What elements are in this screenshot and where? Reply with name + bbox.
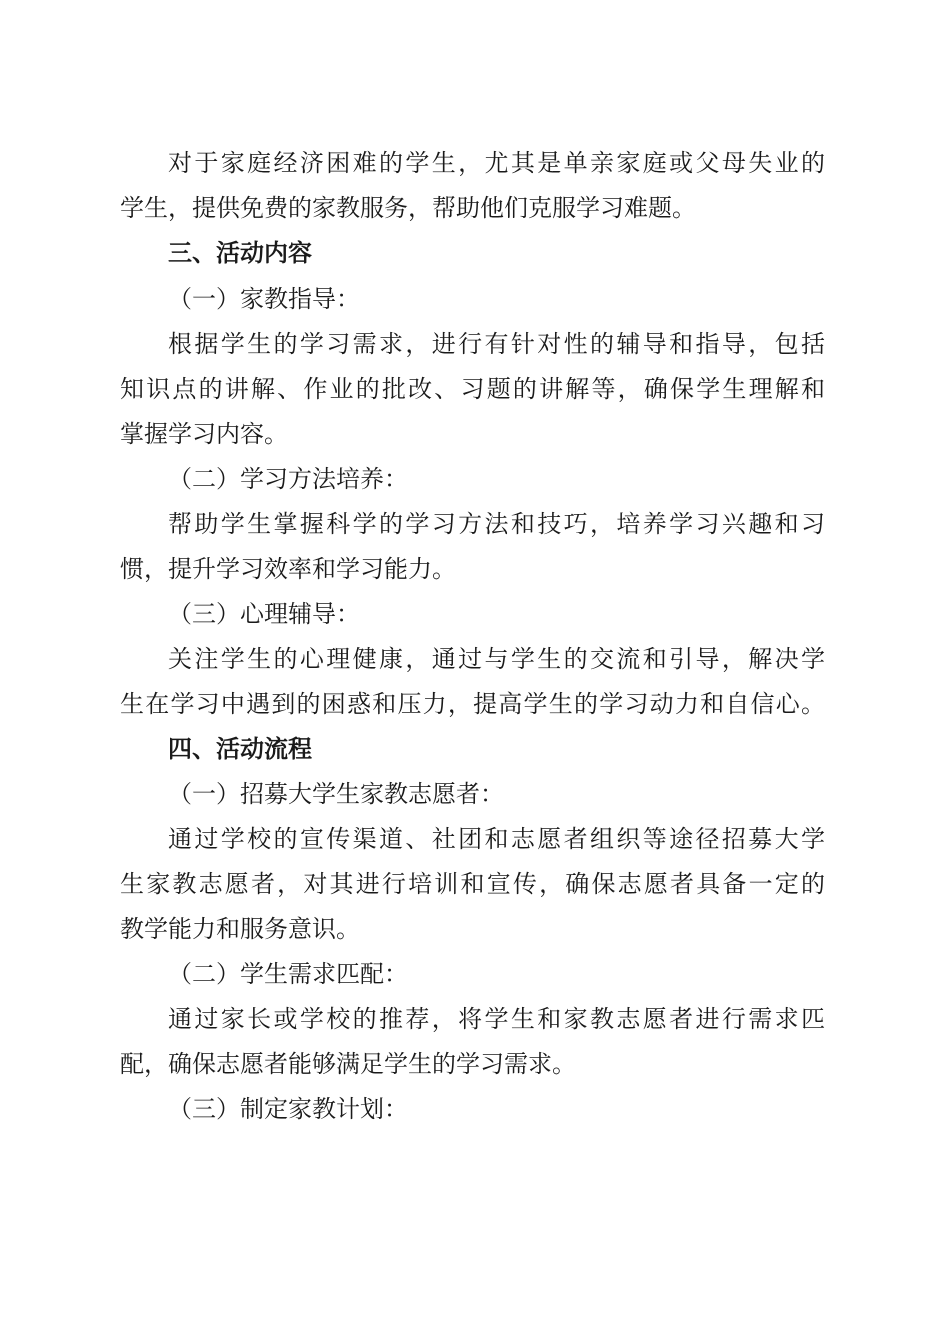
paragraph-line: 惯，提升学习效率和学习能力。	[120, 555, 456, 583]
paragraph-line: 教学能力和服务意识。	[120, 915, 360, 943]
paragraph-line: 掌握学习内容。	[120, 420, 288, 448]
paragraph-line: 对于家庭经济困难的学生，尤其是单亲家庭或父母失业的	[168, 149, 825, 177]
paragraph-line: 通过学校的宣传渠道、社团和志愿者组织等途径招募大学	[168, 825, 825, 853]
paragraph-line: 学生，提供免费的家教服务，帮助他们克服学习难题。	[120, 194, 696, 222]
section-heading: 三、活动内容	[168, 239, 312, 267]
paragraph-line: 帮助学生掌握科学的学习方法和技巧，培养学习兴趣和习	[168, 510, 825, 538]
subsection-heading: （二）学生需求匹配：	[168, 960, 408, 988]
paragraph-line: 根据学生的学习需求，进行有针对性的辅导和指导，包括	[168, 330, 825, 358]
paragraph-line: 通过家长或学校的推荐，将学生和家教志愿者进行需求匹	[168, 1005, 825, 1033]
subsection-heading: （一）家教指导：	[168, 285, 360, 313]
paragraph-line: 知识点的讲解、作业的批改、习题的讲解等，确保学生理解和	[120, 375, 825, 403]
paragraph-line: 配，确保志愿者能够满足学生的学习需求。	[120, 1050, 576, 1078]
subsection-heading: （三）心理辅导：	[168, 600, 360, 628]
subsection-heading: （二）学习方法培养：	[168, 465, 408, 493]
paragraph-line: 生在学习中遇到的困惑和压力，提高学生的学习动力和自信心。	[120, 690, 825, 718]
subsection-heading: （三）制定家教计划：	[168, 1095, 408, 1123]
paragraph-line: 生家教志愿者，对其进行培训和宣传，确保志愿者具备一定的	[120, 870, 825, 898]
section-heading: 四、活动流程	[168, 735, 312, 763]
paragraph-line: 关注学生的心理健康，通过与学生的交流和引导，解决学	[168, 645, 825, 673]
subsection-heading: （一）招募大学生家教志愿者：	[168, 780, 504, 808]
